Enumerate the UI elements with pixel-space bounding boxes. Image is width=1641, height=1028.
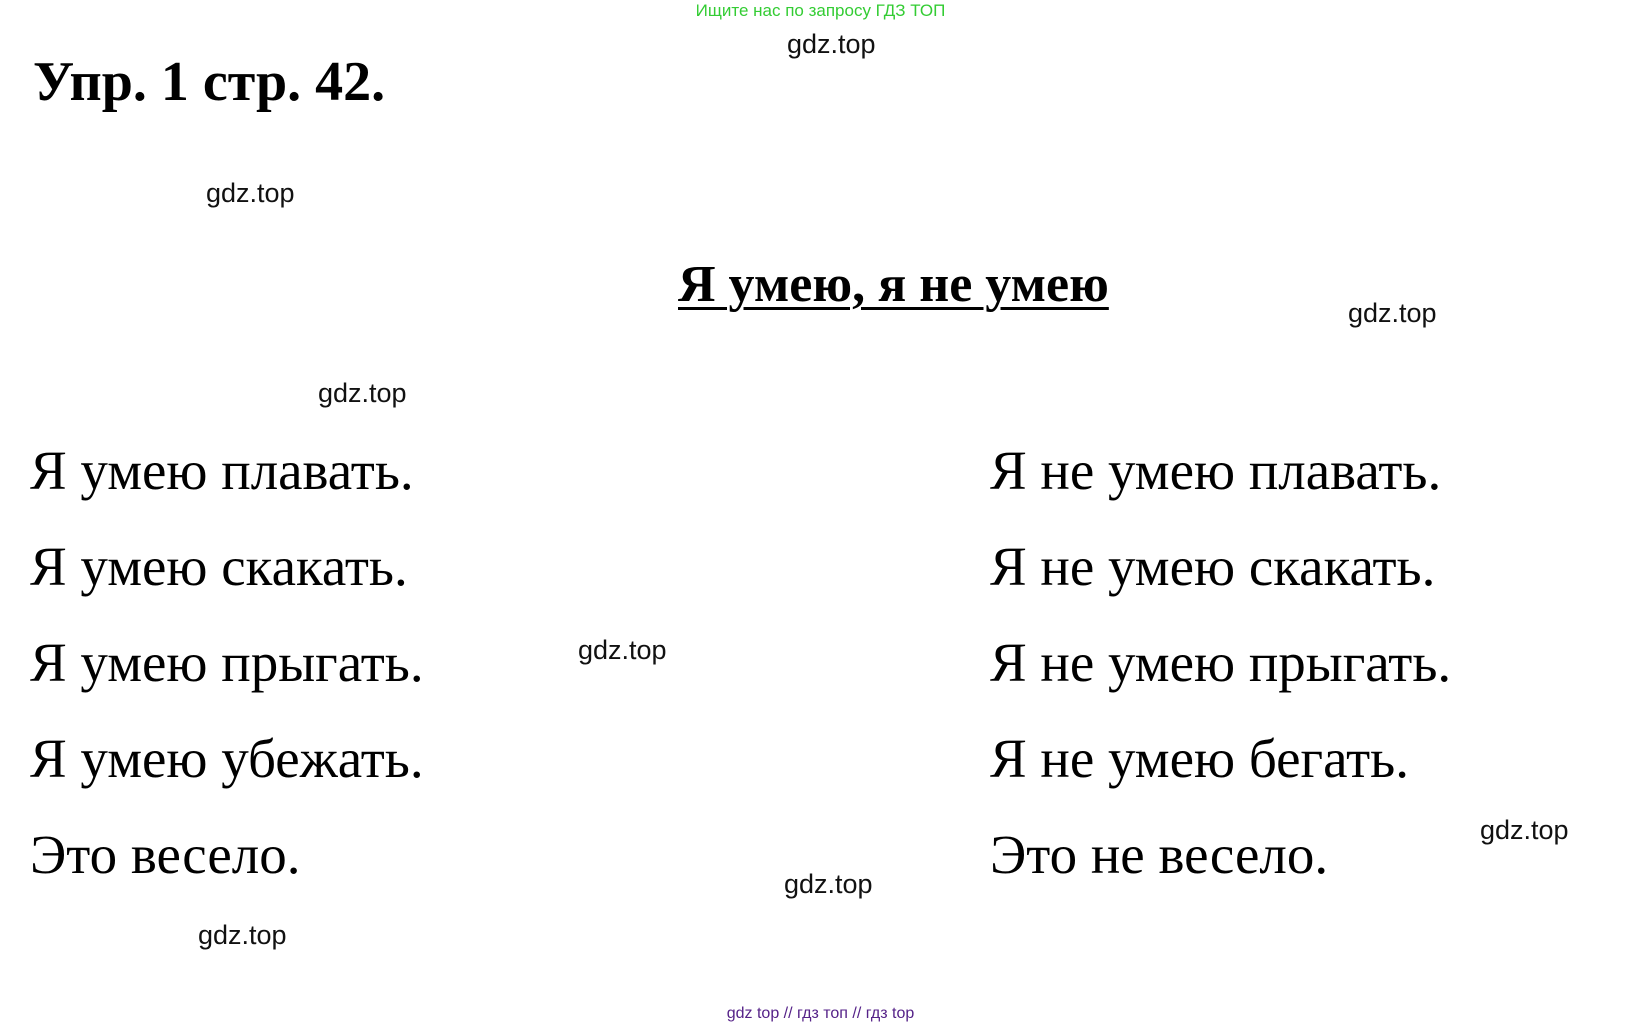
footer-links xyxy=(0,1005,1641,1023)
watermark: gdz.top xyxy=(784,869,873,899)
search-banner: Ищите нас по запросу ГДЗ ТОП xyxy=(695,1,946,20)
right-line-2: Я не умею скакать. xyxy=(990,536,1436,597)
watermark: gdz.top xyxy=(1348,298,1437,328)
left-line-2: Я умею скакать. xyxy=(30,536,408,597)
right-line-1: Я не умею плавать. xyxy=(990,440,1442,501)
left-line-3: Я умею прыгать. xyxy=(30,632,424,693)
watermark: gdz.top xyxy=(1480,815,1569,845)
left-line-5: Это весело. xyxy=(30,824,301,885)
watermark: gdz.top xyxy=(578,635,667,665)
watermark: gdz.top xyxy=(787,29,876,59)
footer-link-gdz-top[interactable]: gdz top xyxy=(726,1005,780,1022)
right-line-4: Я не умею бегать. xyxy=(990,728,1409,789)
exercise-subtitle: Я умею, я не умею xyxy=(678,256,1109,313)
watermark: gdz.top xyxy=(206,178,295,208)
left-line-4: Я умею убежать. xyxy=(30,728,424,789)
exercise-heading: Упр. 1 стр. 42. xyxy=(33,51,386,113)
footer-link-gdz-top-mixed[interactable]: гдз top xyxy=(865,1005,915,1022)
right-line-3: Я не умею прыгать. xyxy=(990,632,1452,693)
watermark: gdz.top xyxy=(198,920,287,950)
footer-link-gdz-top-ru[interactable]: гдз топ xyxy=(797,1005,848,1022)
left-line-1: Я умею плавать. xyxy=(30,440,414,501)
watermark: gdz.top xyxy=(318,378,407,408)
footer-separator: // xyxy=(852,1005,862,1022)
right-line-5: Это не весело. xyxy=(990,824,1329,885)
footer-separator: // xyxy=(783,1005,793,1022)
